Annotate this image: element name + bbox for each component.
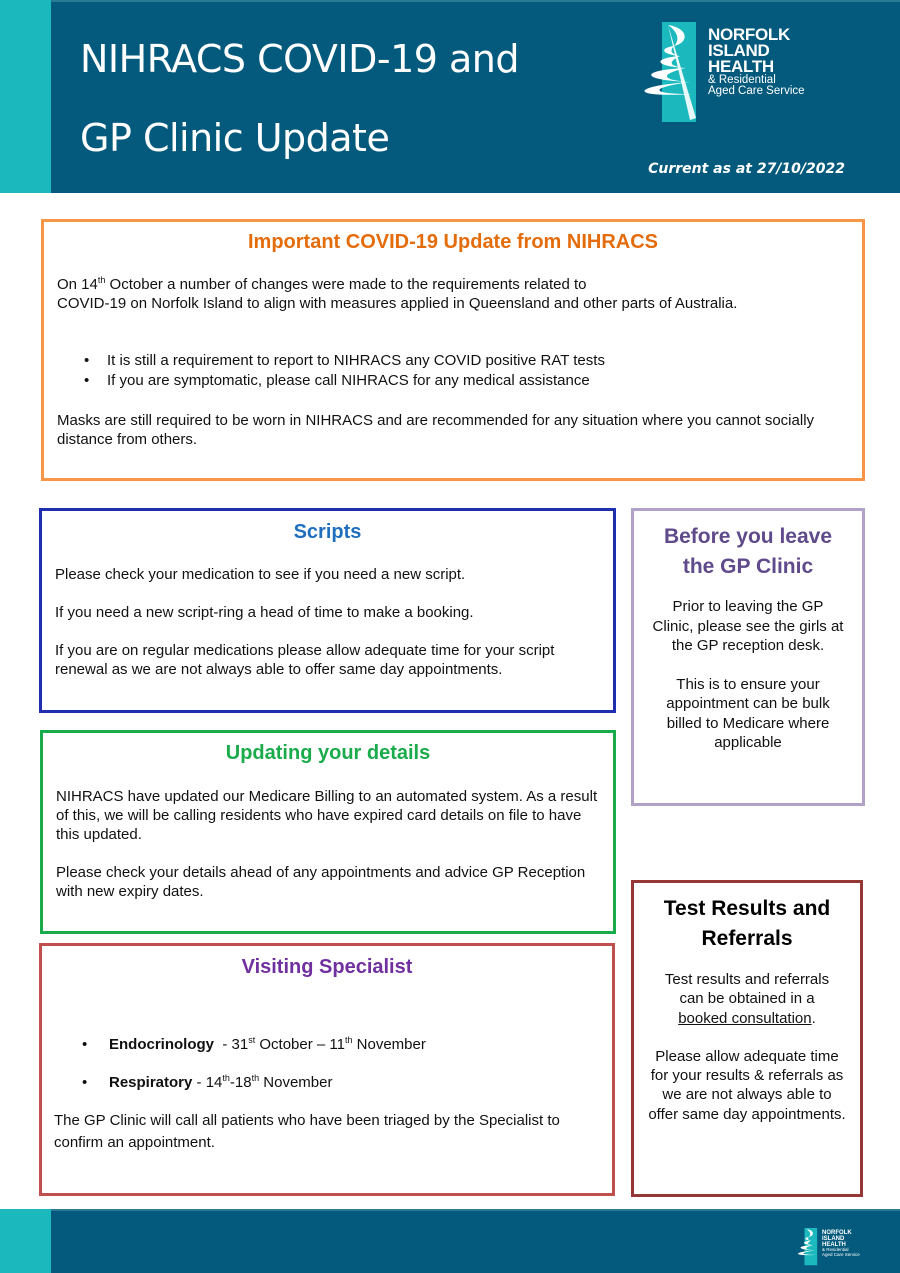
date-part: November <box>259 1074 333 1091</box>
before-you-leave-title <box>634 522 862 582</box>
footer-top-line <box>0 1209 900 1211</box>
covid-update-bullets <box>84 351 605 391</box>
tests-p1-prefix: Test results and referrals can be obtained in a <box>664 971 830 1008</box>
page-title-line1: NIHRACS COVID-19 and <box>80 37 520 81</box>
logo-text <box>708 27 805 97</box>
visiting-specialist-title: Visiting Specialist <box>241 956 413 978</box>
scripts-box <box>39 508 616 713</box>
intro-line2: COVID-19 on Norfolk Island to align with measures applied in Queensland and other parts of Australia. <box>57 295 738 312</box>
tests-paragraph-2: Please allow adequate time for your results & referrals as we are not always able to offer same day appointments. <box>648 1047 846 1123</box>
booked-consultation-text: booked consultation <box>678 1009 812 1027</box>
date-part: - 14 <box>192 1074 223 1091</box>
date-sup: th <box>344 1035 353 1045</box>
specialty-name: Respiratory <box>109 1074 193 1091</box>
footer-logo-line3: HEALTH <box>822 1242 846 1248</box>
bullet-icon: • <box>84 372 90 389</box>
tests-title-line1: Test Results and <box>663 897 831 920</box>
tests-p1-suffix: . <box>811 1009 816 1027</box>
scripts-paragraph-3: If you are on regular medications please allow adequate time for your script renewal as we are not always able to offer same day appointments. <box>55 642 555 678</box>
updating-paragraph-2: Please check your details ahead of any appointments and advice GP Reception with new expiry dates. <box>56 864 586 900</box>
intro-prefix: On 14 <box>57 276 98 293</box>
bullet-item <box>84 371 605 391</box>
date-part: -18 <box>229 1074 252 1091</box>
bullet-text: It is still a requirement to report to NIHRACS any COVID positive RAT tests <box>107 352 605 369</box>
specialty-name: Endocrinology <box>109 1036 214 1053</box>
before-paragraph-2: This is to ensure your appointment can be bulk billed to Medicare where applicable <box>666 675 830 751</box>
date-part: - 31 <box>214 1036 249 1053</box>
footer-logo <box>792 1228 860 1266</box>
date-sup: st <box>248 1035 256 1045</box>
footer-logo-line4: & Residential <box>822 1247 849 1252</box>
bullet-text: If you are symptomatic, please call NIHRACS for any medical assistance <box>107 372 590 389</box>
scripts-paragraph-2: If you need a new script-ring a head of time to make a booking. <box>55 604 474 621</box>
logo-line4: & Residential <box>708 74 776 86</box>
before-title-line1: Before you leave <box>663 525 833 548</box>
masks-paragraph: Masks are still required to be worn in NIHRACS and are recommended for any situation where you cannot socially distance from others. <box>57 412 815 448</box>
covid-update-intro <box>57 275 737 313</box>
current-as-at-date: Current as at 27/10/2022 <box>648 161 845 177</box>
footer-logo-line5: Aged Care Service <box>822 1251 860 1257</box>
intro-sup: th <box>97 275 106 285</box>
footer-logo-line1: NORFOLK <box>822 1230 852 1236</box>
logo-line2: ISLAND <box>708 41 770 60</box>
logo-line3: HEALTH <box>708 57 774 76</box>
bullet-item <box>84 351 605 371</box>
bullet-icon: • <box>82 1074 88 1091</box>
footer-logo-mark-icon <box>792 1228 820 1266</box>
footer-logo-line2: ISLAND <box>822 1236 845 1242</box>
specialist-footer-text: The GP Clinic will call all patients who have been triaged by the Specialist to confirm an appointment. <box>54 1112 560 1151</box>
header-banner <box>0 0 900 193</box>
tests-paragraph-1 <box>654 970 840 1028</box>
visiting-specialist-box <box>39 943 615 1196</box>
date-part: November <box>352 1036 426 1053</box>
logo-line1: NORFOLK <box>708 25 790 44</box>
bullet-icon: • <box>84 352 90 369</box>
scripts-paragraph-1: Please check your medication to see if you need a new script. <box>55 566 466 583</box>
logo-line5: Aged Care Service <box>708 85 805 97</box>
tests-title-line2: Referrals <box>701 927 793 950</box>
date-sup: th <box>251 1073 260 1083</box>
before-title-line2: the GP Clinic <box>682 555 814 578</box>
covid-update-box <box>41 219 865 481</box>
scripts-title: Scripts <box>293 521 362 543</box>
footer-accent-strip <box>0 1209 51 1273</box>
before-paragraph-1: Prior to leaving the GP Clinic, please see the girls at the GP reception desk. <box>652 598 844 654</box>
footer-logo-text <box>822 1230 860 1257</box>
test-results-box <box>631 880 863 1197</box>
bullet-icon: • <box>82 1036 88 1053</box>
updating-details-box <box>40 730 616 934</box>
date-part: October – 11 <box>255 1036 345 1053</box>
norfolk-island-health-logo <box>630 22 805 124</box>
updating-details-title: Updating your details <box>225 742 431 764</box>
test-results-title <box>634 894 860 954</box>
header-top-line <box>0 0 900 2</box>
page-title-line2: GP Clinic Update <box>80 116 390 160</box>
intro-line1-rest: October a number of changes were made to the requirements related to <box>105 276 587 293</box>
specialist-item <box>82 1073 426 1092</box>
footer-banner <box>0 1209 900 1273</box>
specialist-list <box>82 1035 426 1111</box>
logo-mark-icon <box>630 22 702 124</box>
covid-update-title: Important COVID-19 Update from NIHRACS <box>247 231 659 253</box>
specialist-item <box>82 1035 426 1054</box>
date-sup: th <box>222 1073 230 1083</box>
before-you-leave-box <box>631 508 865 806</box>
updating-paragraph-1: NIHRACS have updated our Medicare Billing to an automated system. As a result of this, we will be calling residents who have expired card details on file to have this updated. <box>56 788 598 843</box>
header-accent-strip <box>0 0 51 193</box>
